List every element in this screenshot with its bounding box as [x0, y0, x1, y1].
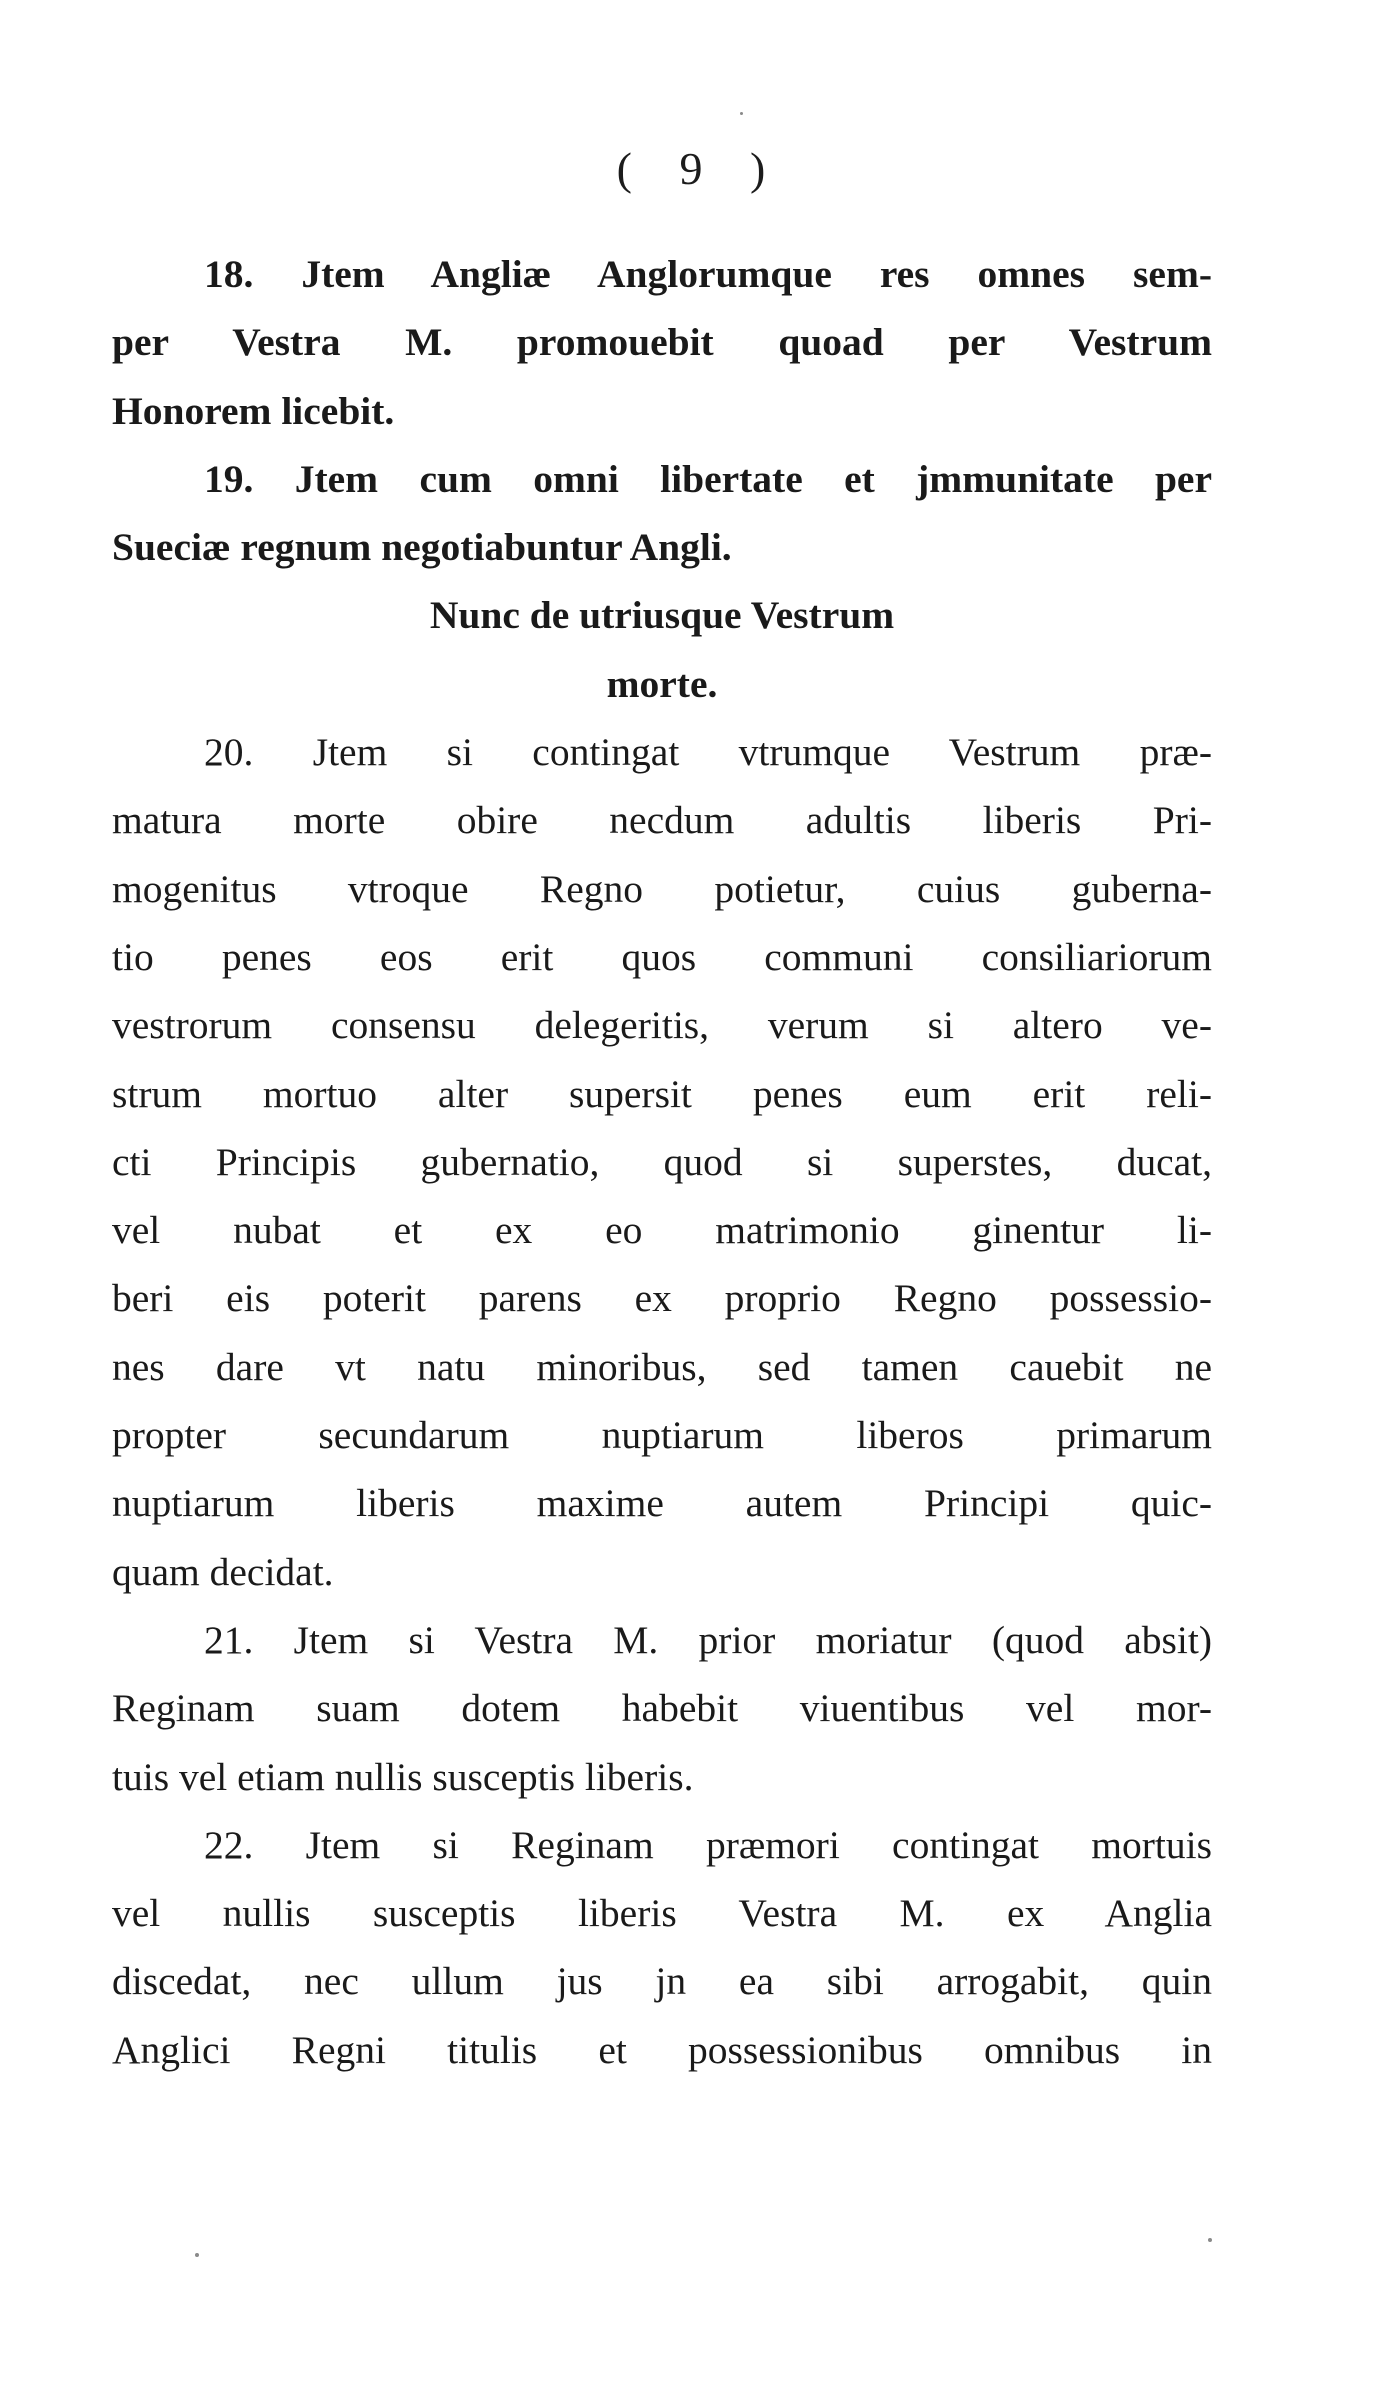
- text-line: per Vestra M. promouebit quoad per Vestrum: [112, 320, 1212, 365]
- heading-line: Nunc de utriusque Vestrum: [429, 593, 895, 638]
- text-line: vel nubat et ex eo matrimonio ginentur li-: [112, 1208, 1212, 1253]
- text-line: discedat, nec ullum jus jn ea sibi arrogabit, quin: [112, 1959, 1212, 2004]
- text-line: vestrorum consensu delegeritis, verum si altero ve-: [112, 1003, 1212, 1048]
- section-heading: [112, 581, 1212, 718]
- scan-speck: [740, 112, 743, 115]
- scan-speck: [1208, 2238, 1212, 2242]
- text-line: quam decidat.: [112, 1549, 334, 1594]
- paragraph-21: [112, 1606, 1212, 1811]
- paragraph-20: [112, 718, 1212, 1606]
- paragraph-19: [112, 445, 1212, 582]
- text-line: 22. Jtem si Reginam præmori contingat mortuis: [204, 1822, 1212, 1867]
- text-line: 21. Jtem si Vestra M. prior moriatur (quod absit): [204, 1617, 1212, 1662]
- text-line: tuis vel etiam nullis susceptis liberis.: [112, 1754, 694, 1799]
- text-line: matura morte obire necdum adultis liberis Pri-: [112, 798, 1212, 843]
- heading-line: morte.: [606, 661, 718, 706]
- scan-speck: [195, 2253, 199, 2257]
- text-line: Sueciæ regnum negotiabuntur Angli.: [112, 525, 732, 570]
- text-line: Honorem licebit.: [112, 388, 395, 433]
- text-line: Anglici Regni titulis et possessionibus omnibus in: [112, 2027, 1212, 2072]
- text-line: Reginam suam dotem habebit viuentibus vel mor-: [112, 1686, 1212, 1731]
- text-line: beri eis poterit parens ex proprio Regno possessio-: [112, 1276, 1212, 1321]
- paragraph-18: [112, 240, 1212, 445]
- text-line: propter secundarum nuptiarum liberos primarum: [112, 1413, 1212, 1458]
- text-line: 18. Jtem Angliæ Anglorumque res omnes sem-: [204, 252, 1212, 296]
- text-line: vel nullis susceptis liberis Vestra M. ex Anglia: [112, 1891, 1212, 1936]
- text-line: nes dare vt natu minoribus, sed tamen cauebit ne: [112, 1344, 1212, 1389]
- text-line: strum mortuo alter supersit penes eum erit reli-: [112, 1071, 1212, 1116]
- text-line: tio penes eos erit quos communi consiliariorum: [112, 934, 1212, 979]
- paragraph-22: [112, 1811, 1212, 2084]
- body-text: [112, 240, 1212, 2084]
- text-line: mogenitus vtroque Regno potietur, cuius guberna-: [112, 866, 1212, 911]
- page-number: ( 9 ): [616, 143, 784, 194]
- text-line: 19. Jtem cum omni libertate et jmmunitate per: [204, 456, 1212, 501]
- text-line: 20. Jtem si contingat vtrumque Vestrum præ-: [204, 730, 1212, 775]
- text-line: nuptiarum liberis maxime autem Principi quic-: [112, 1481, 1212, 1526]
- text-line: cti Principis gubernatio, quod si superstes, ducat,: [112, 1139, 1212, 1184]
